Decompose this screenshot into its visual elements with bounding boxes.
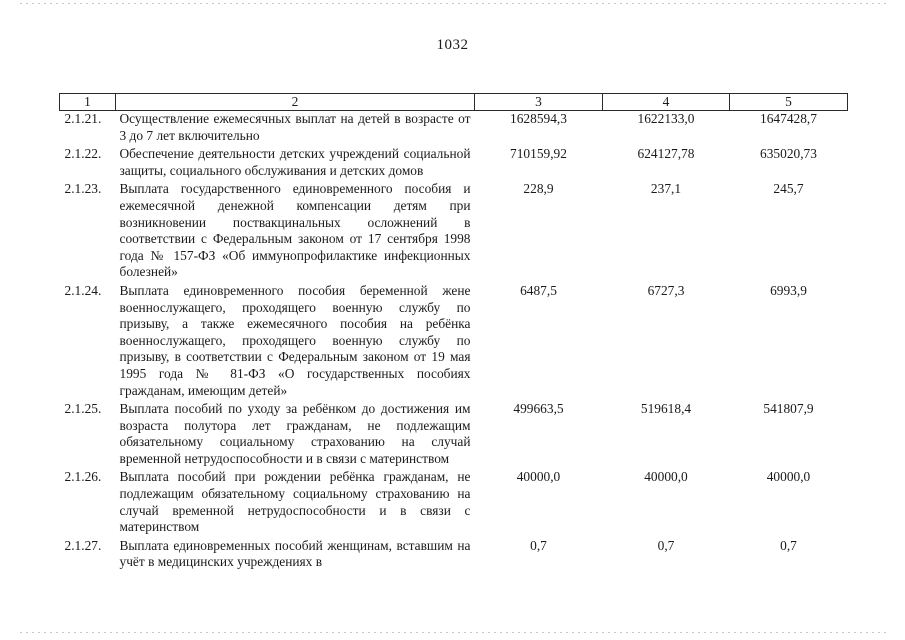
row-value-col5: 40000,0	[766, 469, 811, 485]
column-header-5: 5	[730, 94, 848, 111]
row-value-col3: 40000,0	[516, 469, 561, 485]
row-code: 2.1.26.	[64, 469, 102, 485]
scan-edge-bottom	[20, 632, 890, 633]
row-code: 2.1.24.	[64, 282, 102, 298]
row-value-col3: 228,9	[523, 181, 554, 197]
table-row	[60, 401, 848, 469]
row-value-col5: 1647428,7	[760, 111, 817, 126]
row-name: Выплата единовременного пособия беременной жене военнослужащего, проходящего военную службу по призыву, а также ежемесячного пособия на ребёнка военнослужащего, проходящего военную службу по призыву, в соответствии с Федеральным законом от 19 мая 1995 года № 81-ФЗ «О государственных пособиях гражданам, имеющим детей»	[119, 282, 471, 398]
row-value-col5: 0,7	[780, 537, 797, 553]
row-value-col5: 541807,9	[763, 401, 814, 417]
row-value-col4: 40000,0	[644, 469, 688, 485]
row-name: Осуществление ежемесячных выплат на детей в возрасте от 3 до 7 лет включительно	[119, 111, 471, 143]
row-code: 2.1.23.	[64, 181, 102, 197]
row-code: 2.1.21.	[64, 111, 102, 126]
table-row	[60, 181, 848, 283]
row-value-col5: 245,7	[773, 181, 804, 197]
row-value-col4: 519618,4	[640, 401, 692, 417]
page-number: 1032	[436, 37, 469, 53]
row-code: 2.1.25.	[64, 401, 102, 417]
column-header-4: 4	[603, 94, 730, 111]
table-row	[60, 469, 848, 537]
row-code: 2.1.27.	[64, 537, 102, 553]
row-value-col4: 1622133,0	[637, 111, 695, 126]
table-row	[60, 538, 848, 573]
row-value-col3: 710159,92	[510, 146, 567, 162]
row-value-col3: 6487,5	[520, 282, 557, 298]
row-value-col4: 624127,78	[637, 146, 695, 162]
row-name: Выплата пособий при рождении ребёнка гражданам, не подлежащим обязательному социальному страхованию на случай временной нетрудоспособности и в связи с материнством	[119, 469, 471, 535]
row-value-col4: 6727,3	[647, 282, 685, 298]
row-value-col5: 635020,73	[760, 146, 817, 162]
row-name: Выплата единовременных пособий женщинам, вставшим на учёт в медицинских учреждениях в	[119, 537, 471, 570]
scan-edge-top	[20, 3, 890, 4]
row-value-col5: 6993,9	[770, 282, 807, 298]
column-header-2: 2	[116, 94, 475, 111]
header-row	[60, 94, 848, 111]
row-name: Выплата государственного единовременного пособия и ежемесячной денежной компенсации детям при возникновении поствакцинальных осложнений в соответствии с Федеральным законом от 17 сентября 1998 года № 157-ФЗ «Об иммунопрофилактике инфекционных болезней»	[119, 181, 471, 280]
row-name: Выплата пособий по уходу за ребёнком до достижения им возраста полутора лет гражданам, не подлежащим обязательному социальному страхованию на случай временной нетрудоспособности и в связи с материнством	[119, 401, 471, 466]
row-value-col3: 0,7	[530, 537, 547, 553]
budget-table	[59, 93, 848, 573]
row-code: 2.1.22.	[64, 146, 102, 162]
row-value-col4: 237,1	[650, 181, 682, 197]
row-value-col3: 1628594,3	[510, 111, 567, 126]
row-value-col3: 499663,5	[513, 401, 564, 417]
table-row	[60, 146, 848, 181]
table-row	[60, 283, 848, 401]
row-value-col4: 0,7	[657, 537, 675, 553]
column-header-1: 1	[60, 94, 116, 111]
row-name: Обеспечение деятельности детских учреждений социальной защиты, социального обслуживания и детских домов	[119, 146, 471, 178]
table-row	[60, 111, 848, 147]
column-header-3: 3	[475, 94, 603, 111]
